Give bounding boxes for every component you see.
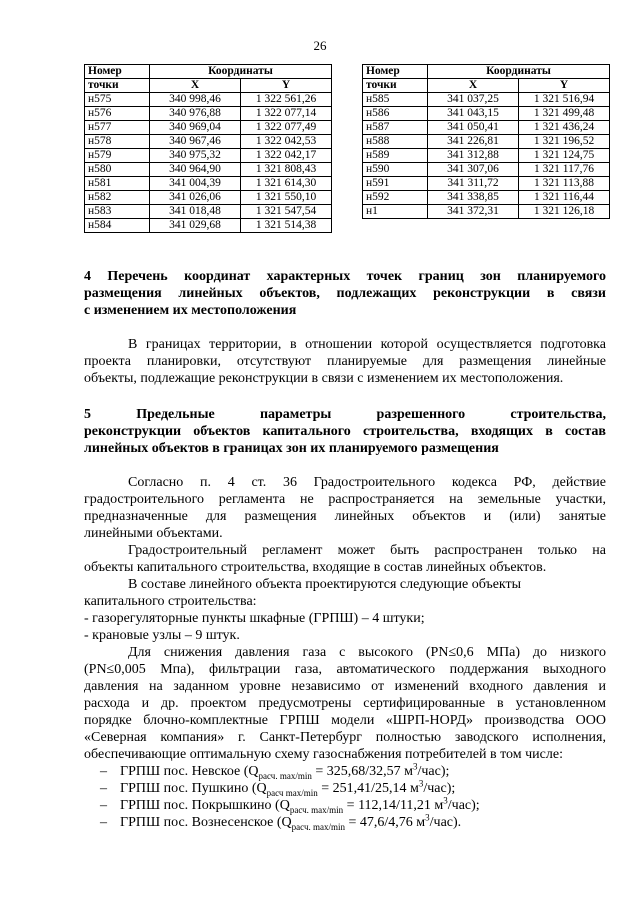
point-number-cell: н575 — [85, 93, 150, 107]
text-line: обеспечивающие оптимальную схему газоснабжения потребителей в том числе: — [84, 747, 563, 762]
table-row — [85, 135, 332, 149]
x-cell: 341 018,48 — [150, 205, 241, 219]
x-cell: 341 311,72 — [428, 177, 519, 191]
y-cell: 1 321 547,54 — [241, 205, 332, 219]
text-line: порядке блочно-комплектные ГРПШ модели «ШРП-НОРД» производства ООО — [84, 713, 606, 728]
point-number-cell: н585 — [363, 93, 428, 107]
heading-line: с изменением их местоположения — [84, 303, 297, 318]
x-cell: 341 004,39 — [150, 177, 241, 191]
point-number-cell: н589 — [363, 149, 428, 163]
point-number-cell: н588 — [363, 135, 428, 149]
table-row — [85, 191, 332, 205]
heading-line: реконструкции объектов капитального строительства, входящих в состав — [84, 424, 606, 439]
unit-superscript: 3 — [418, 778, 424, 789]
grpsh-list — [100, 763, 622, 831]
flow-subscript: расч. max/min — [258, 770, 312, 781]
flow-subscript: расч. max/min — [291, 821, 345, 832]
point-number-cell: н587 — [363, 121, 428, 135]
y-cell: 1 321 516,94 — [519, 93, 610, 107]
point-number-cell: н580 — [85, 163, 150, 177]
point-number-cell: н591 — [363, 177, 428, 191]
point-number-cell: н592 — [363, 191, 428, 205]
y-cell: 1 322 077,49 — [241, 121, 332, 135]
table-row — [85, 149, 332, 163]
section-5-paragraph-2 — [84, 542, 606, 576]
point-number-cell: н577 — [85, 121, 150, 135]
table-row — [85, 177, 332, 191]
text-line: предназначенные для размещения линейных объектов и (или) занятые — [84, 509, 606, 524]
unit-superscript: 3 — [412, 761, 418, 772]
y-cell: 1 321 196,52 — [519, 135, 610, 149]
y-cell: 1 321 124,75 — [519, 149, 610, 163]
unit-tail: /час); — [423, 781, 456, 796]
unit-tail: /час). — [429, 815, 462, 830]
y-cell: 1 322 042,53 — [241, 135, 332, 149]
heading-line: 4 Перечень координат характерных точек границ зон планируемого — [84, 269, 606, 284]
x-cell: 341 050,41 — [428, 121, 519, 135]
list-item: - газорегуляторные пункты шкафные (ГРПШ) – 4 штуки; — [84, 611, 425, 626]
grpsh-name: ГРПШ пос. Невское (Q — [120, 764, 259, 779]
table-row — [363, 205, 610, 219]
text-line: градостроительного регламента не распространяется на земельные участки, — [84, 492, 606, 507]
header-point-number: Номер — [85, 65, 150, 79]
y-cell: 1 321 116,44 — [519, 191, 610, 205]
text-line: объекты, подлежащие реконструкции в связи с изменением их местоположения. — [84, 371, 564, 386]
heading-line: размещения линейных объектов, подлежащих реконструкции в связи — [84, 286, 606, 301]
text-line: Согласно п. 4 ст. 36 Градостроительного кодекса РФ, действие — [128, 475, 606, 490]
table-row — [363, 163, 610, 177]
x-cell: 340 967,46 — [150, 135, 241, 149]
y-cell: 1 321 113,88 — [519, 177, 610, 191]
section-5-paragraph-4 — [84, 644, 606, 763]
x-cell: 341 037,25 — [428, 93, 519, 107]
header-x: X — [428, 79, 519, 93]
y-cell: 1 321 117,76 — [519, 163, 610, 177]
table-row — [363, 191, 610, 205]
point-number-cell: н586 — [363, 107, 428, 121]
table-row — [85, 163, 332, 177]
x-cell: 340 975,32 — [150, 149, 241, 163]
flow-value: = 112,14/11,21 м — [343, 798, 444, 813]
x-cell: 341 372,31 — [428, 205, 519, 219]
x-cell: 341 029,68 — [150, 219, 241, 233]
grpsh-name: ГРПШ пос. Пушкино (Q — [120, 781, 267, 796]
section-5-paragraph-1 — [84, 474, 606, 542]
text-line: Градостроительный регламент может быть распространен только на — [128, 543, 606, 558]
point-number-cell: н581 — [85, 177, 150, 191]
point-number-cell: н578 — [85, 135, 150, 149]
point-number-cell: н1 — [363, 205, 428, 219]
header-x: X — [150, 79, 241, 93]
text-line: «Северная компания» г. Санкт-Петербург полностью заводского исполнения, — [84, 730, 606, 745]
table-row — [85, 107, 332, 121]
table-row — [85, 93, 332, 107]
x-cell: 341 312,88 — [428, 149, 519, 163]
unit-tail: /час); — [447, 798, 480, 813]
x-cell: 341 226,81 — [428, 135, 519, 149]
text-line: В границах территории, в отношении которой осуществляется подготовка — [128, 337, 606, 352]
header-point-number: Номер — [363, 65, 428, 79]
objects-list — [84, 610, 606, 644]
heading-line: 5 Предельные параметры разрешенного строительства, — [84, 407, 606, 422]
text-line: давления на заданном уровне независимо от изменений входного давления и — [84, 679, 606, 694]
flow-subscript: расч max/min — [266, 787, 318, 798]
point-number-cell: н584 — [85, 219, 150, 233]
text-line: объекты капитального строительства, входящие в состав линейных объектов. — [84, 560, 547, 575]
y-cell: 1 322 042,17 — [241, 149, 332, 163]
header-y: Y — [519, 79, 610, 93]
y-cell: 1 321 550,10 — [241, 191, 332, 205]
x-cell: 340 969,04 — [150, 121, 241, 135]
x-cell: 340 998,46 — [150, 93, 241, 107]
x-cell: 341 307,06 — [428, 163, 519, 177]
coordinates-table-left — [84, 64, 332, 233]
x-cell: 341 043,15 — [428, 107, 519, 121]
grpsh-item — [100, 780, 622, 797]
text-line: Для снижения давления газа с высокого (PN≤0,6 МПа) до низкого — [128, 645, 606, 660]
table-row — [363, 107, 610, 121]
heading-line: линейных объектов в границах зон их планируемого размещения — [84, 441, 499, 456]
y-cell: 1 322 561,26 — [241, 93, 332, 107]
y-cell: 1 321 126,18 — [519, 205, 610, 219]
header-point-number-2: точки — [85, 79, 150, 93]
table-row — [363, 93, 610, 107]
text-line: линейными объектами. — [84, 526, 223, 541]
section-5-heading — [84, 406, 606, 457]
y-cell: 1 321 514,38 — [241, 219, 332, 233]
point-number-cell: н583 — [85, 205, 150, 219]
text-line: В составе линейного объекта проектируются следующие объекты — [128, 577, 522, 592]
text-line: капитального строительства: — [84, 594, 257, 609]
point-number-cell: н582 — [85, 191, 150, 205]
header-y: Y — [241, 79, 332, 93]
flow-value: = 47,6/4,76 м — [345, 815, 426, 830]
page-number: 26 — [313, 38, 327, 53]
section-4-heading — [84, 268, 606, 319]
grpsh-dash: – — [100, 764, 107, 779]
point-number-cell: н579 — [85, 149, 150, 163]
table-row — [85, 219, 332, 233]
table-row — [85, 205, 332, 219]
grpsh-name: ГРПШ пос. Покрышкино (Q — [120, 798, 290, 813]
y-cell: 1 321 614,30 — [241, 177, 332, 191]
section-5-paragraph-3 — [84, 576, 606, 610]
y-cell: 1 321 808,43 — [241, 163, 332, 177]
y-cell: 1 322 077,14 — [241, 107, 332, 121]
grpsh-dash: – — [100, 815, 107, 830]
header-coordinates: Координаты — [428, 65, 610, 79]
y-cell: 1 321 499,48 — [519, 107, 610, 121]
unit-superscript: 3 — [425, 812, 430, 823]
grpsh-item — [100, 814, 622, 831]
y-cell: 1 321 436,24 — [519, 121, 610, 135]
text-line: проекта планировки, отсутствуют планируемые для размещения линейные — [84, 354, 606, 369]
grpsh-name: ГРПШ пос. Вознесенское (Q — [120, 815, 292, 830]
grpsh-dash: – — [100, 798, 107, 813]
x-cell: 340 964,90 — [150, 163, 241, 177]
table-row — [363, 135, 610, 149]
table-row — [363, 149, 610, 163]
table-row — [363, 177, 610, 191]
unit-tail: /час); — [417, 764, 450, 779]
section-4-text — [84, 336, 606, 387]
text-line: (PN≤0,005 Мпа), фильтрации газа, автоматического поддержания выходного — [84, 662, 606, 677]
flow-value: = 251,41/25,14 м — [317, 781, 419, 796]
flow-value: = 325,68/32,57 м — [311, 764, 413, 779]
table-row — [363, 121, 610, 135]
text-line: расхода и др. проектом предусмотрены сертифицированные в установленном — [84, 696, 606, 711]
unit-superscript: 3 — [443, 795, 448, 806]
x-cell: 341 338,85 — [428, 191, 519, 205]
coordinates-table-right — [362, 64, 610, 219]
grpsh-dash: – — [100, 781, 107, 796]
flow-subscript: расч. max/min — [289, 804, 344, 815]
x-cell: 341 026,06 — [150, 191, 241, 205]
grpsh-item — [100, 763, 622, 780]
table-row — [85, 121, 332, 135]
x-cell: 340 976,88 — [150, 107, 241, 121]
point-number-cell: н576 — [85, 107, 150, 121]
list-item: - крановые узлы – 9 штук. — [84, 628, 240, 643]
header-point-number-2: точки — [363, 79, 428, 93]
point-number-cell: н590 — [363, 163, 428, 177]
grpsh-item — [100, 797, 622, 814]
header-coordinates: Координаты — [150, 65, 332, 79]
